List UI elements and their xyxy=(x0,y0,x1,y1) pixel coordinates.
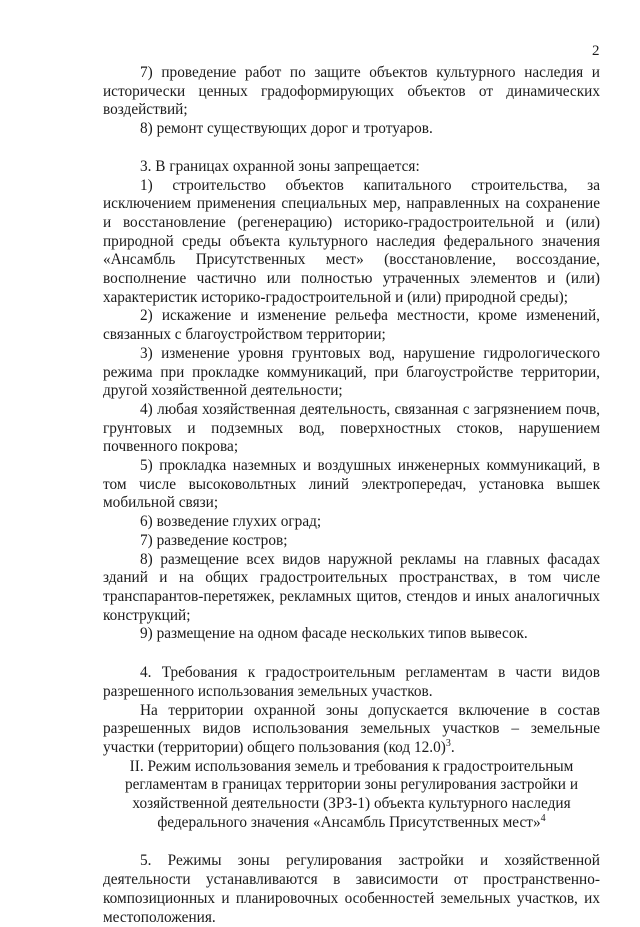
paragraph-item-8-roads: 8) ремонт существующих дорог и тротуаров. xyxy=(140,120,433,138)
page-number: 2 xyxy=(592,43,600,59)
paragraph-section-5: 5. Режимы зоны регулирования застройки и хозяйственной деятельности устанавливаются в зависимости от пространственно-композиционных и планировочных особенностей земельных участков, их местоположения. xyxy=(103,852,600,926)
document-body xyxy=(103,64,600,927)
paragraph-prohibition-6: 6) возведение глухих оград; xyxy=(140,513,322,531)
paragraph-prohibition-2: 2) искажение и изменение рельефа местности, кроме изменений, связанных с благоустройством территории; xyxy=(103,307,600,344)
paragraph-section-4-title: 4. Требования к градостроительным регламентам в части видов разрешенного использования земельных участков. xyxy=(103,664,600,700)
paragraph-section-3-title: 3. В границах охранной зоны запрещается: xyxy=(140,157,420,175)
section-heading-text: II. Режим использования земель и требования к градостроительным регламентам в границах территории зоны регулирования застройки и хозяйственной деятельности (ЗРЗ-1) объекта культурного наследия федерального значения «Ансамбль Присутственных мест» xyxy=(124,757,579,831)
footnote-mark-3: 3 xyxy=(445,737,451,749)
paragraph-prohibition-5: 5) прокладка наземных и воздушных инженерных коммуникаций, в том числе высоковольтных линий электропередач, установка вышек мобильной связи; xyxy=(103,457,600,512)
paragraph-prohibition-1: 1) строительство объектов капитального строительства, за исключением применения специальных мер, направленных на сохранение и восстановление (регенерацию) историко-градостроительной и (или) природной среды объекта культурного наследия федерального значения «Ансамбль Присутственных мест» (восстановление, воссоздание, восполнение частично или полностью утраченных элементов и (или) характеристик историко-градостроительной и (или) природной среды); xyxy=(103,176,600,306)
paragraph-prohibition-7: 7) разведение костров; xyxy=(140,531,288,549)
paragraph-prohibition-9: 9) размещение на одном фасаде нескольких типов вывесок. xyxy=(140,625,528,643)
section-heading-ii xyxy=(103,758,600,833)
paragraph-prohibition-4: 4) любая хозяйственная деятельность, связанная с загрязнением почв, грунтовых и подземных вод, поверхностных стоков, нарушением почвенного покрова; xyxy=(103,400,600,456)
paragraph-item-7-protection: 7) проведение работ по защите объектов культурного наследия и исторически ценных градоформирующих объектов от динамических воздействий; xyxy=(103,64,600,119)
paragraph-permitted-use: На территории охранной зоны допускается включение в состав разрешенных видов использования земельных участков – земельные участки (территории) общего пользования (код 12.0)$^3$. xyxy=(103,701,600,756)
paragraph-prohibition-3: 3) изменение уровня грунтовых вод, нарушение гидрологического режима при прокладке коммуникаций, при благоустройстве территории, другой хозяйственной деятельности; xyxy=(103,344,600,400)
footnote-mark-4: 4 xyxy=(540,812,546,824)
paragraph-prohibition-8: 8) размещение всех видов наружной рекламы на главных фасадах зданий и на общих градостроительных пространствах, в том числе транспарантов-перетяжек, рекламных щитов, стендов и иных аналогичных конструкций; xyxy=(103,550,600,624)
paragraph-permitted-use-text: На территории охранной зоны допускается включение в состав разрешенных видов использования земельных участков – земельные участки (территории) общего пользования (код 12.0) xyxy=(103,701,600,756)
